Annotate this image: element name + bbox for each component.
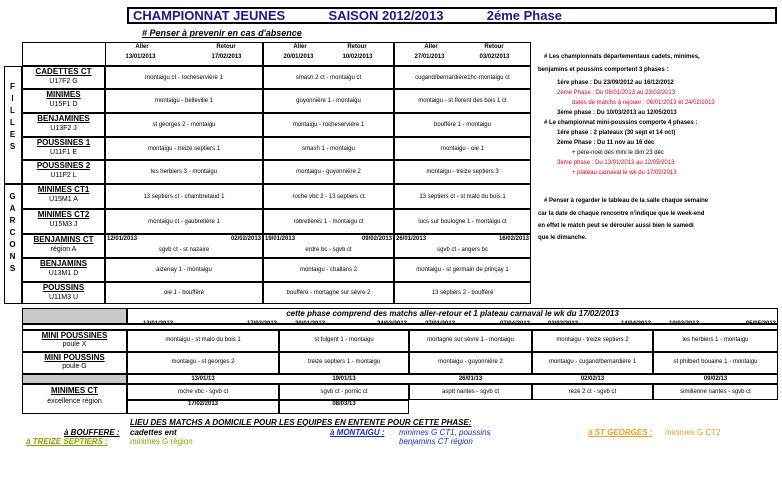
match: montaigu ct - rocheservière 1 <box>145 74 223 81</box>
column-date-retour: 10/02/2013 <box>342 54 373 60</box>
match: boufféré - mortagne sur sèvre 2 <box>286 290 371 296</box>
match: montaigu - challans 2 <box>299 267 358 273</box>
gray-spacer <box>22 374 127 384</box>
team-division: U11F1 E <box>49 149 78 156</box>
match: erdre bc - sgvb ct <box>305 247 352 253</box>
match: montaigu - st florent des bois 1 ct <box>418 98 507 104</box>
match: les herbiers 1 - montaigu <box>682 337 749 343</box>
team-division: U11M3 U <box>48 294 79 301</box>
info-line: dates de matchs à rejouer : 06/01/2013 et 24/02/2013 <box>572 100 715 106</box>
info-line: 3ème phase : Du 13/01/2013 au 12/05/2013 <box>557 160 675 166</box>
team-name: BENJAMINS <box>39 259 88 268</box>
match: robretières 1 - montaigu ct <box>293 218 364 225</box>
match: rezé 2 ct - sgvb ct <box>568 389 617 395</box>
match: guyonnière 1 - montaigu <box>296 98 361 104</box>
column-aller-label: Aller <box>293 44 307 50</box>
team-division: région A <box>50 246 77 253</box>
match: montaigu - belleville 1 <box>154 98 214 104</box>
team-division: U15F1 D <box>49 101 78 108</box>
match: montaigu ct - gaubretière 1 <box>148 218 220 225</box>
match: montaigu - guyonnière 2 <box>296 169 361 175</box>
group-letter: G <box>9 192 17 201</box>
group-letter: S <box>9 142 17 151</box>
match: montaigu - rocheservière 1 <box>292 122 365 128</box>
match-date: 09/02/2013 <box>361 236 392 242</box>
gray-spacer <box>22 308 127 324</box>
match-date: 26/01/2013 <box>396 236 427 242</box>
stgeorges-team: minimes G CT2 <box>665 428 721 437</box>
team-name: MINIMES CT1 <box>37 185 90 194</box>
exc-date: 19/01/13 <box>332 376 356 382</box>
match-date: 12/01/2013 <box>107 236 138 242</box>
match: smash 1 - montaigu <box>302 145 355 152</box>
match-date: 02/02/2013 <box>230 236 261 242</box>
match: lucs sur boulogne 1 - montaigu ct <box>418 218 507 225</box>
column-date-aller: 13/01/2013 <box>125 54 156 60</box>
info-line: # Le championnat mini-poussins comporte 4 phases : <box>544 120 698 126</box>
team-division: U11F2 L <box>50 172 77 179</box>
bouffere-team: cadettes ent <box>130 428 177 437</box>
mini-date: 17/03/2013 <box>246 321 277 327</box>
match: cugand/bernardière1hc-montaigu ct <box>415 74 510 81</box>
team-name: MINIMES CT <box>50 386 99 395</box>
mini-date: 24/03/2013 <box>376 321 407 327</box>
team-name: POUSSINES 1 <box>36 138 91 147</box>
group-letter: A <box>9 204 17 213</box>
info-line: 1ére phase : Du 23/09/2012 au 16/12/2012 <box>557 80 674 86</box>
treize-team: minimes G région <box>130 437 193 446</box>
mini-date: 13/01/2013 <box>143 321 174 327</box>
group-garcons-label <box>5 185 21 275</box>
group-filles-label <box>5 67 21 153</box>
footer-title: LIEU DES MATCHS A DOMICILE POUR LES EQUIPES EN ENTENTE POUR CETTE PHASE: <box>130 418 472 427</box>
group-letter: E <box>9 130 17 139</box>
info-line: que le dimanche. <box>538 235 587 241</box>
match: aizenay 1 - montaigu <box>156 267 212 273</box>
team-name: POUSSINES 2 <box>36 161 91 170</box>
match: smash 2 ct - montaigu ct <box>295 74 362 81</box>
match: asptt nantes - sgvb ct <box>441 389 500 395</box>
match: les herbiers 3 - montaigu <box>150 169 218 175</box>
match: roche vbc - sgvb ct <box>177 389 229 395</box>
schedule-table <box>22 42 531 304</box>
match: oie 1 - boufféré <box>163 290 205 296</box>
treize-label: à TREIZE SEPTIERS : <box>26 437 108 446</box>
match: similienne nantes - sgvb ct <box>680 389 751 395</box>
info-line: # Penser à regarder le tableau de la salle chaque semaine <box>544 198 709 204</box>
absence-note: # Penser à prevenir en cas d'absence <box>142 28 302 38</box>
column-aller-label: Aller <box>424 44 438 50</box>
team-division: U13M1 D <box>48 270 79 277</box>
mini-date: 07/04/2013 <box>499 321 530 327</box>
info-line: car la date de chaque rencontre n'indique que le week-end <box>538 211 705 217</box>
team-division: U13F2 J <box>50 125 77 132</box>
match: montaigu - st georges 2 <box>171 359 235 365</box>
info-line: + plateau carnaval le wk du 17/02/2013 <box>572 170 677 176</box>
team-division: U17F2 G <box>49 78 78 85</box>
team-name: POUSSINS <box>42 283 85 292</box>
column-date-retour: 03/02/2013 <box>479 54 510 60</box>
match: montaigu - treize septiers 1 <box>147 145 221 152</box>
group-letter: L <box>10 106 16 115</box>
mini-schedule-table <box>22 308 778 414</box>
match: 13 septiers ct - st malo du bois 1 <box>419 193 506 200</box>
mini-date: 10/02/2013 <box>669 321 700 327</box>
match: montaigu - guyonnière 2 <box>438 359 503 365</box>
info-line: # Les championnats départementaux cadets, minimes, <box>544 54 700 60</box>
column-retour-label: Retour <box>484 44 504 50</box>
match: st philbert bouaine 1 - montaigu <box>673 359 758 365</box>
info-line: benjamins et poussins comportent 3 phases : <box>538 67 669 73</box>
match: montaigu - oie 1 <box>440 145 485 152</box>
team-division: U15M1 A <box>49 196 78 203</box>
team-name: CADETTES CT <box>35 67 92 76</box>
mini-date: 05/05/2013 <box>745 321 776 327</box>
exc-date: 13/01/13 <box>191 376 215 382</box>
match: boufféré 1 - montaigu <box>434 122 491 128</box>
exc-date: 02/02/13 <box>580 376 605 382</box>
group-letter: L <box>10 118 16 127</box>
stgeorges-label: à ST GEORGES : <box>588 428 653 437</box>
team-name: MINIMES <box>46 90 81 99</box>
montaigu-team-2: benjamins CT région <box>399 437 473 446</box>
montaigu-label: à MONTAIGU : <box>330 428 385 437</box>
match: montaigu - treize septiers 2 <box>556 337 629 343</box>
match-date: 19/01/2013 <box>265 236 296 242</box>
info-panel <box>538 54 778 242</box>
match: st georges 2 - montaigu <box>152 122 216 128</box>
info-line: en effet le match peut se dérouler aussi bien le samedi <box>538 223 694 229</box>
match: 13 septiers ct - chambretaud 1 <box>143 193 225 200</box>
match: 13 septiers 2 - boufféré <box>431 290 494 296</box>
team-division: U15M3 J <box>49 221 78 228</box>
mini-date: 27/01/2013 <box>425 321 456 327</box>
team-name: MINIMES CT2 <box>37 210 90 219</box>
group-letter: F <box>10 82 16 91</box>
match: treize septiers 1 - montaigu <box>307 359 381 365</box>
match: sgvb ct - angers bc <box>437 247 488 253</box>
group-letter: O <box>9 240 17 249</box>
team-division: poule X <box>62 341 87 348</box>
team-name: BENJAMINS CT <box>33 235 94 244</box>
group-garcons <box>4 184 22 304</box>
exc-date: 08/03/13 <box>332 401 356 407</box>
match: montaigu - treize septiers 3 <box>426 169 499 175</box>
match: st fulgent 1 - montaigu <box>314 337 374 343</box>
group-letter: C <box>9 228 17 237</box>
info-line: 1ére phase : 2 plateaux (30 sept et 14 oct) <box>557 130 676 136</box>
match: sgvb ct - pornic ct <box>320 389 368 395</box>
mini-date: 03/02/2013 <box>548 321 579 327</box>
column-date-retour: 17/02/2013 <box>211 54 242 60</box>
group-letter: N <box>9 252 17 261</box>
match: sgvb ct - st nazaire <box>158 247 210 253</box>
info-line: 2ème Phase : Du 06/01/2013 au 23/02/2013 <box>557 90 676 96</box>
column-date-aller: 27/01/2013 <box>414 54 445 60</box>
exc-date: 17/02/2013 <box>187 401 219 407</box>
info-line: + père-noël des mini le dim 23 déc <box>572 150 664 156</box>
team-name: MINI POUSSINES <box>41 331 108 340</box>
match: roche vbc 2 - 13 septiers ct <box>292 193 365 200</box>
group-filles <box>4 66 22 184</box>
column-retour-label: Retour <box>216 44 236 50</box>
mini-date: 14/04/2013 <box>620 321 651 327</box>
team-name: BENJAMINES <box>37 114 90 123</box>
group-letter: R <box>9 216 17 225</box>
mini-date: 20/01/2013 <box>295 321 326 327</box>
bouffere-label: à BOUFFERE : <box>64 428 120 437</box>
column-retour-label: Retour <box>347 44 367 50</box>
info-line: 2ème Phase : Du 11 nov au 16 déc <box>557 140 655 146</box>
exc-date: 26/01/13 <box>458 376 483 382</box>
group-letter: S <box>9 264 17 273</box>
team-name: MINI POUSSINS <box>44 353 105 362</box>
group-letter: I <box>11 94 15 103</box>
montaigu-team-1: minimes G CT1, poussins <box>399 428 491 437</box>
match: montaigu - cugand/bernardière 1 <box>548 359 637 365</box>
page-title: CHAMPIONNAT JEUNES SAISON 2012/2013 2éme Phase <box>127 7 777 24</box>
phase-note: cette phase comprend des matchs aller-retour et 1 plateau carnaval le wk du 17/02/2013 <box>286 309 619 318</box>
team-division: excellence région <box>47 398 102 405</box>
match: montaigu - st malo du bois 1 <box>165 337 241 343</box>
column-date-aller: 20/01/2013 <box>283 54 314 60</box>
team-division: poule G <box>62 363 87 370</box>
match: mortagne sur sèvre 1 - montaigu <box>427 337 514 343</box>
column-aller-label: Aller <box>135 44 149 50</box>
info-line: 3ème phase : Du 10/03/2013 au 12/05/2013 <box>557 110 677 116</box>
match-date: 16/02/2013 <box>498 236 529 242</box>
exc-date: 09/02/13 <box>703 376 728 382</box>
match: montaigu - st germain de prinçay 1 <box>416 267 509 273</box>
